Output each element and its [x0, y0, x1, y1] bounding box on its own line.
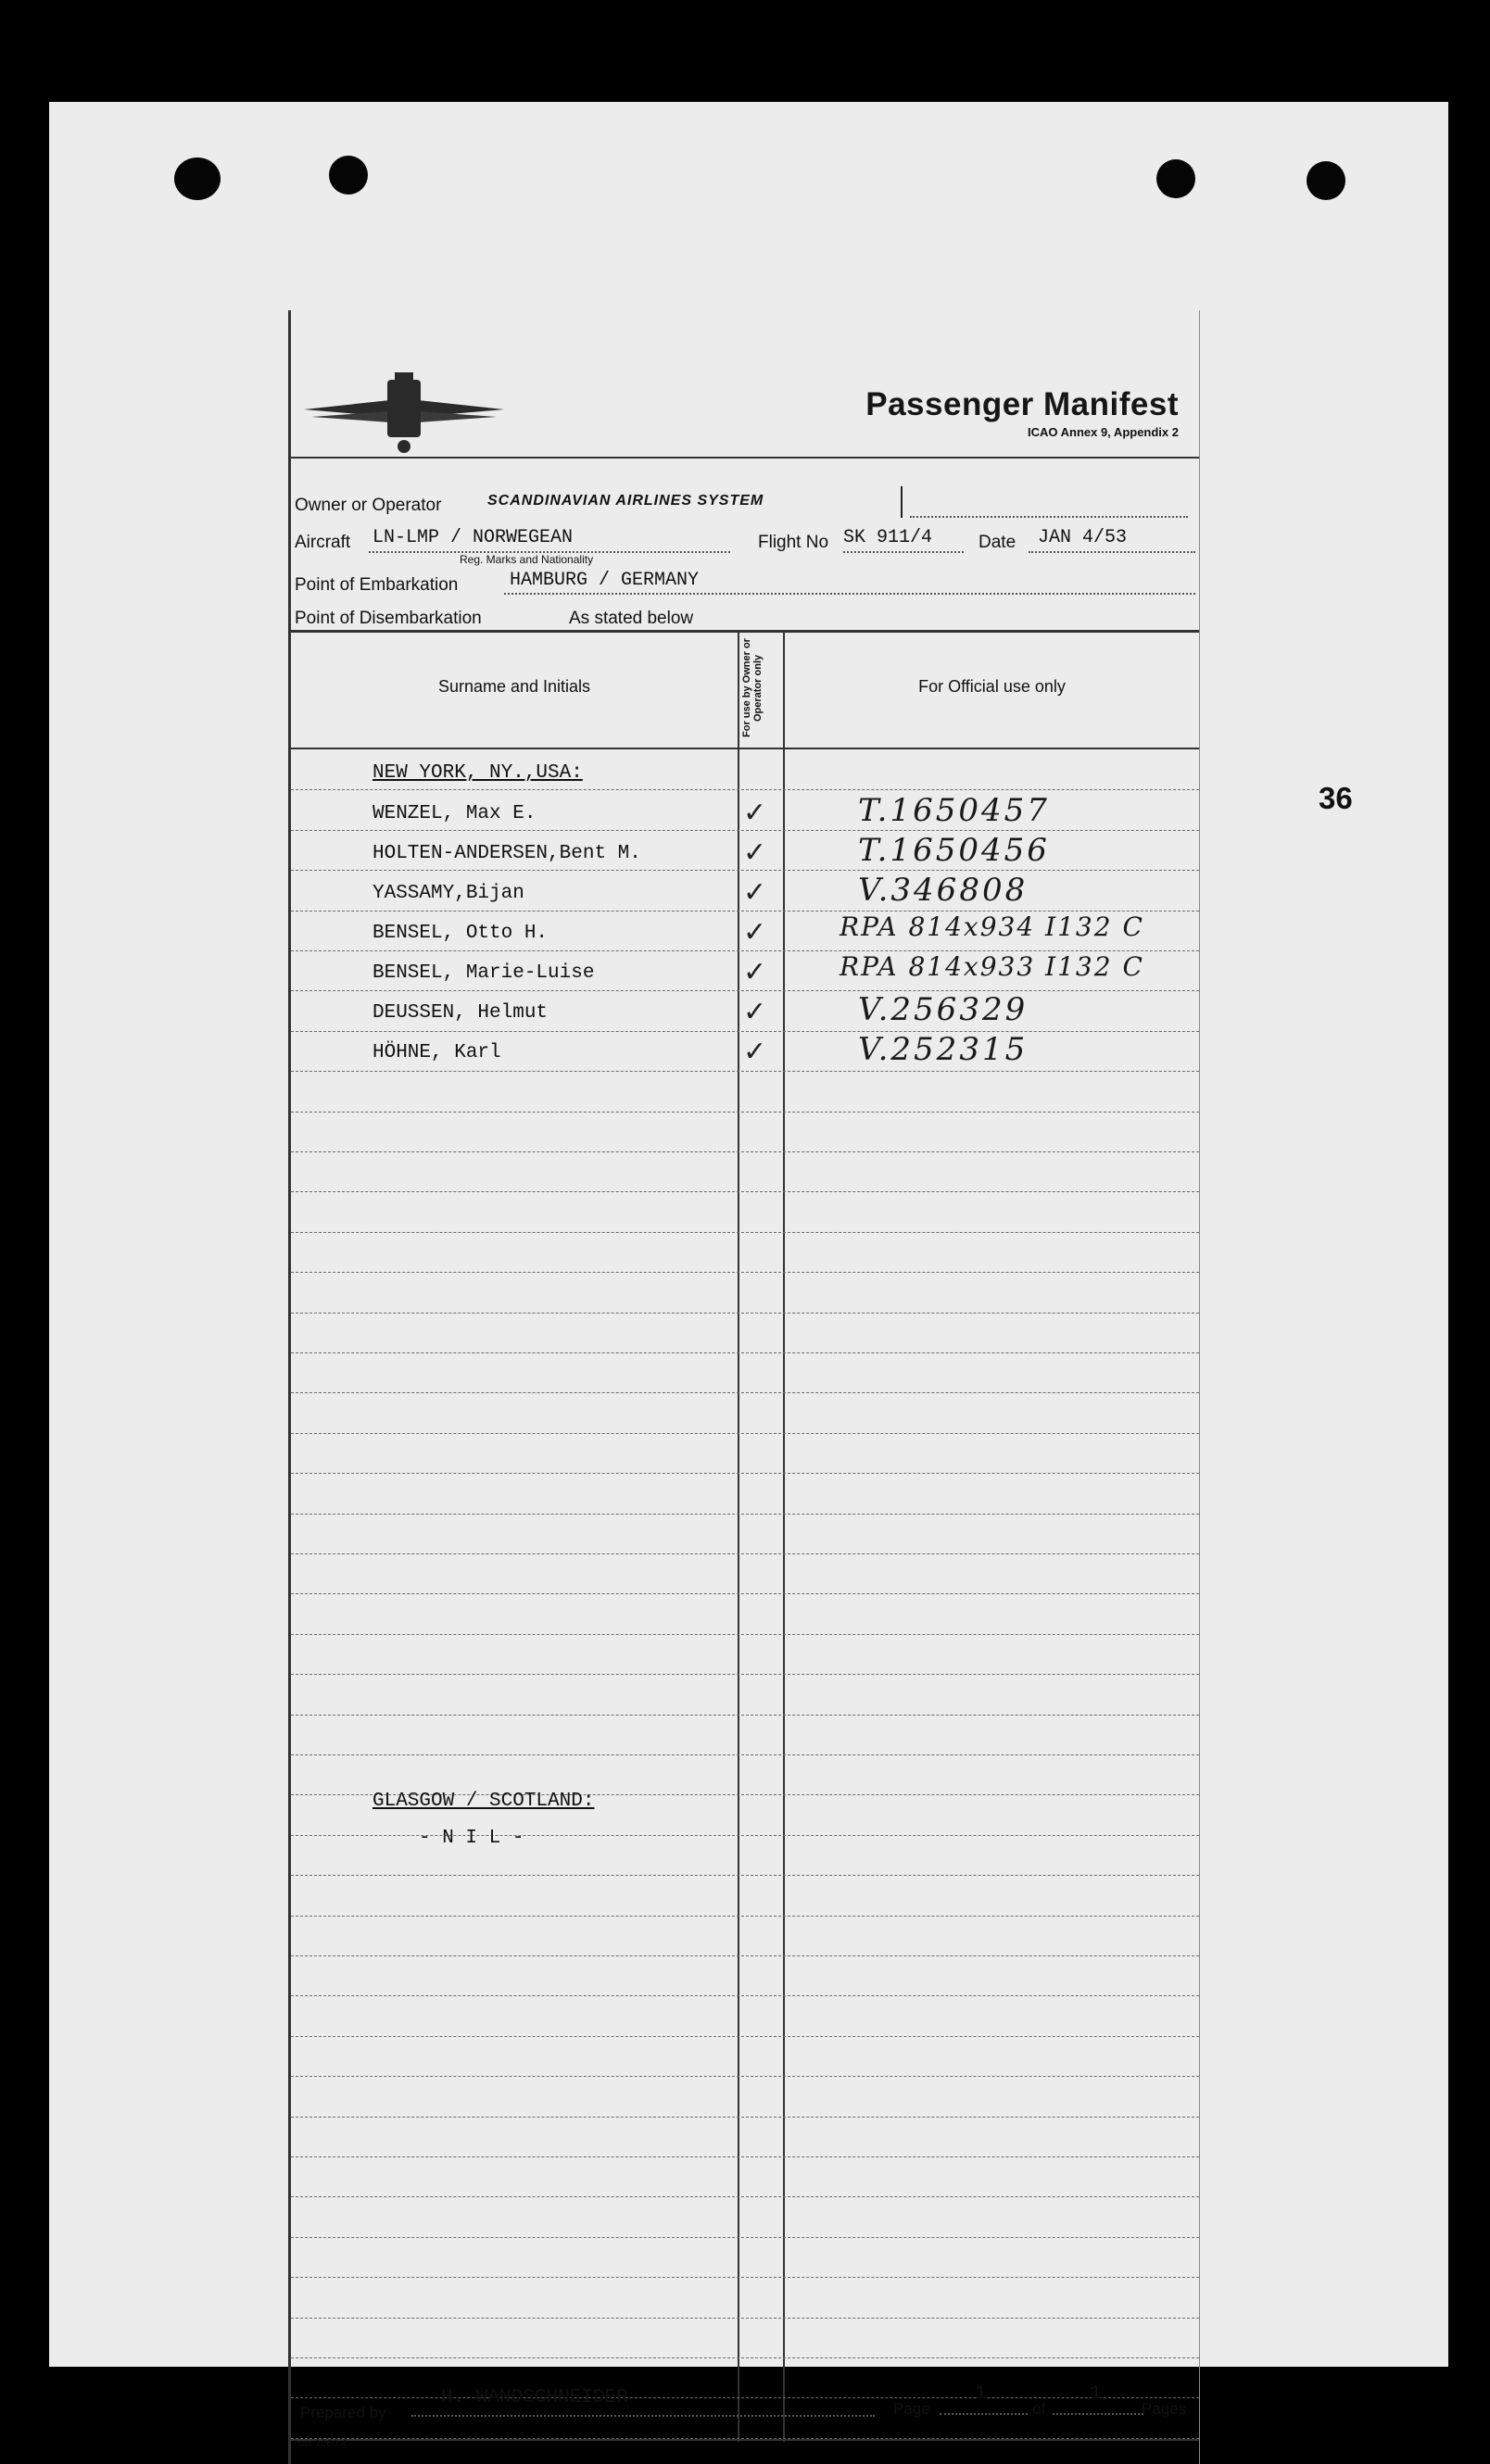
- column-divider: [783, 633, 785, 2442]
- date-value: JAN 4/53: [1038, 527, 1128, 548]
- margin-page-number: 36: [1319, 781, 1353, 815]
- of-label: of: [1032, 2400, 1046, 2418]
- table-rule: [291, 1875, 1199, 1876]
- owner-divider: [901, 486, 903, 518]
- flight-value: SK 911/4: [843, 527, 933, 548]
- table-rule: [291, 1674, 1199, 1675]
- column-divider: [738, 633, 739, 2442]
- table-rule: [291, 789, 1199, 790]
- table-rule: [291, 2397, 1199, 2398]
- table-rule: [291, 1151, 1199, 1152]
- manifest-paper: [49, 102, 1448, 2449]
- passenger-name: DEUSSEN, Helmut: [372, 1002, 549, 1024]
- date-line: [1029, 551, 1195, 553]
- column-header-name: Surname and Initials: [437, 677, 591, 696]
- embarkation-label: Point of Embarkation: [295, 575, 459, 595]
- check-mark: ✓: [743, 1036, 767, 1068]
- form-code: sas 1060:4: [297, 2438, 347, 2449]
- table-rule: [291, 1715, 1199, 1716]
- header-divider: [291, 748, 1199, 749]
- column-header-check: For use by Owner or Operator only: [741, 638, 764, 738]
- destination-heading: GLASGOW / SCOTLAND:: [372, 1791, 595, 1812]
- prepared-by-line: [411, 2415, 875, 2417]
- table-rule: [291, 1232, 1199, 1233]
- table-rule: [291, 1473, 1199, 1474]
- table-rule: [291, 1392, 1199, 1393]
- table-rule: [291, 1593, 1199, 1594]
- official-use-entry: V.252315: [858, 1031, 1029, 1068]
- table-rule: [291, 1955, 1199, 1956]
- aircraft-value: LN-LMP / NORWEGEAN: [372, 527, 574, 548]
- column-header-official: For Official use only: [918, 677, 1066, 696]
- flight-line: [843, 551, 964, 553]
- table-rule: [291, 1514, 1199, 1515]
- aircraft-label: Aircraft: [295, 533, 351, 552]
- table-rule: [291, 1995, 1199, 1996]
- table-rule: [291, 1112, 1199, 1113]
- official-use-entry: RPA 814x934 I132 C: [840, 911, 1144, 942]
- official-use-entry: V.256329: [858, 991, 1029, 1028]
- table-rule: [291, 990, 1199, 991]
- page-title: Passenger Manifest: [865, 386, 1179, 422]
- punch-hole: [329, 156, 368, 195]
- official-use-entry: V.346808: [858, 872, 1029, 909]
- table-rule: [291, 2318, 1199, 2319]
- punch-hole: [1307, 161, 1345, 200]
- passenger-name: BENSEL, Otto H.: [372, 923, 549, 944]
- table-rule: [291, 2237, 1199, 2238]
- table-rule: [291, 870, 1199, 871]
- table-rule: [291, 1553, 1199, 1554]
- passenger-name: HOLTEN-ANDERSEN,Bent M.: [372, 843, 641, 864]
- table-rule: [291, 1754, 1199, 1755]
- table-rule: [291, 830, 1199, 831]
- page-subtitle: ICAO Annex 9, Appendix 2: [1027, 425, 1179, 439]
- embarkation-value: HAMBURG / GERMANY: [510, 570, 700, 591]
- table-rule: [291, 2117, 1199, 2118]
- check-mark: ✓: [743, 797, 767, 829]
- table-rule: [291, 2277, 1199, 2278]
- manifest-form: [288, 310, 1200, 2464]
- disembarkation-value: As stated below: [569, 609, 694, 628]
- table-rule: [291, 2156, 1199, 2157]
- table-rule: [291, 1916, 1199, 1917]
- owner-line: [910, 516, 1188, 518]
- sas-winged-logo-icon: [302, 371, 506, 454]
- table-rule: [291, 1191, 1199, 1192]
- table-rule: [291, 2357, 1199, 2358]
- footer-divider: [291, 2439, 1199, 2441]
- passenger-name: YASSAMY,Bijan: [372, 883, 524, 904]
- page-line: [940, 2413, 1028, 2415]
- official-use-entry: RPA 814x933 I132 C: [840, 951, 1144, 982]
- table-rule: [291, 1272, 1199, 1273]
- passenger-name: BENSEL, Marie-Luise: [372, 962, 595, 984]
- official-use-entry: T.1650456: [858, 832, 1050, 869]
- of-line: [1053, 2413, 1143, 2415]
- passenger-table: [291, 630, 1199, 2442]
- check-mark: ✓: [743, 916, 767, 949]
- table-rule: [291, 1071, 1199, 1072]
- owner-label: Owner or Operator: [295, 496, 442, 515]
- of-value: 1: [1090, 2383, 1102, 2405]
- table-rule: [291, 1634, 1199, 1635]
- owner-value: SCANDINAVIAN AIRLINES SYSTEM: [487, 493, 764, 509]
- destination-heading: NEW YORK, NY.,USA:: [372, 762, 583, 784]
- prepared-by-value: H. WANDSCHNEIDER: [441, 2387, 628, 2408]
- page-label: Page: [893, 2400, 930, 2418]
- passenger-name: HÖHNE, Karl: [372, 1042, 501, 1063]
- table-rule: [291, 1031, 1199, 1032]
- reg-note: Reg. Marks and Nationality: [460, 553, 594, 566]
- passenger-name: WENZEL, Max E.: [372, 803, 537, 824]
- check-mark: ✓: [743, 876, 767, 909]
- punch-hole: [1156, 159, 1195, 198]
- table-rule: [291, 1433, 1199, 1434]
- table-rule: [291, 2196, 1199, 2197]
- prepared-by-label: Prepared by: [300, 2404, 386, 2421]
- flight-label: Flight No: [758, 533, 829, 552]
- punch-hole: [174, 157, 221, 200]
- embarkation-line: [504, 593, 1195, 595]
- check-mark: ✓: [743, 996, 767, 1028]
- header-divider: [291, 457, 1199, 459]
- check-mark: ✓: [743, 836, 767, 869]
- table-rule: [291, 1352, 1199, 1353]
- disembarkation-label: Point of Disembarkation: [295, 609, 482, 628]
- pages-label: Pages: [1142, 2400, 1187, 2418]
- page-value: 1: [975, 2383, 987, 2405]
- table-rule: [291, 1313, 1199, 1314]
- check-mark: ✓: [743, 956, 767, 988]
- official-use-entry: T.1650457: [858, 792, 1050, 829]
- destination-note: - N I L -: [419, 1828, 524, 1849]
- table-rule: [291, 2036, 1199, 2037]
- table-rule: [291, 2076, 1199, 2077]
- date-label: Date: [979, 533, 1016, 552]
